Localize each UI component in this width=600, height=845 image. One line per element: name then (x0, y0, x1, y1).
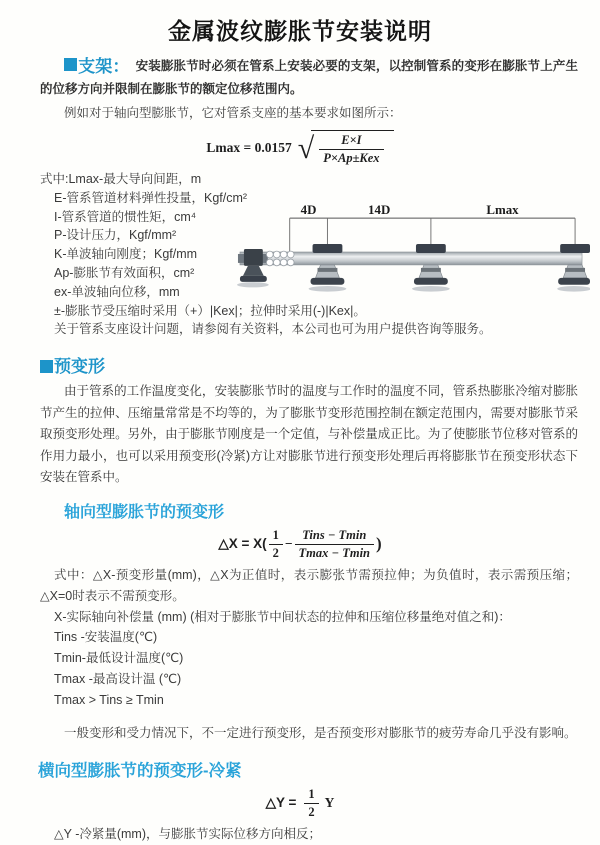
guide-support (309, 244, 347, 292)
page-title: 金属波纹膨胀节安装说明 (168, 18, 432, 44)
preform-section-label: 预变形 (54, 357, 105, 377)
section-bullet-icon (40, 360, 53, 373)
lmax-fraction: $\frac{E\times I}{\text{P×Ap±Kex}}$ (319, 133, 383, 166)
definition-line: Tins -安装温度(℃) (54, 630, 158, 645)
pipe-support-diagram (232, 202, 590, 298)
lateral-preform-formula (0, 787, 600, 820)
axial-preform-formula (0, 528, 600, 561)
definition-line: 关于管系支座设计问题，请参阅有关资料，本公司也可为用户提供咨询等服务。 (54, 322, 492, 337)
guide-support (557, 244, 590, 292)
definition-line: I-管系管道的惯性矩，cm⁴ (54, 209, 197, 224)
guide-support (412, 244, 450, 292)
definition-line: P-设计压力，Kgf/mm² (54, 228, 177, 243)
temperature-fraction: $\frac{\text{Tins − Tmin}}{Tmax - Tmin}$ (295, 528, 374, 561)
lmax-formula (0, 130, 600, 166)
axial-general-note: 一般变形和受力情况下，不一定进行预变形，是否预变形对膨胀节的疲劳寿命几乎没有影响。 (64, 726, 577, 741)
formula-close: ) (376, 534, 382, 554)
dim-label-4d: 4D (300, 202, 317, 218)
dim-label-14d: 14D (368, 202, 391, 218)
definition-line: ex-单波轴向位移，mm (54, 284, 180, 299)
preform-section-heading (40, 352, 600, 377)
support-intro-text: 安装膨胀节时必须在管系上安装必要的支架，以控制管系的变形在膨胀节上产生的位移方向并限制在膨胀节的额定位移范围内。 (40, 59, 578, 96)
radical-sign (298, 130, 394, 166)
lateral-preform-heading: 横向型膨胀节的预变形-冷紧 (38, 761, 242, 780)
definition-line: E-管系管道材料弹性投量，Kgf/cm² (54, 190, 248, 205)
axial-formula-note: 式中：△X-预变形量(mm)，△X为正值时，表示膨张节需预拉伸；为负值时，表示需预压缩；△X=0时表示不需预变形。 (40, 567, 578, 603)
half-fraction: $\frac{1}{2}$ (304, 787, 318, 820)
definition-line: ±-膨胀节受压缩时采用（+）|Kex|；拉伸时采用(-)|Kex|。 (54, 303, 366, 318)
document-page (0, 13, 600, 841)
axial-definition-list (0, 607, 600, 711)
support-section-label: 支架： (78, 57, 130, 76)
support-section-intro (40, 55, 578, 100)
sqrt-glyph: √ (297, 131, 315, 165)
definition-line: X-实际轴向补偿量 (mm) (相对于膨胀节中间状态的拉伸和压缩位移量绝对值之和)： (54, 609, 511, 624)
anchor-support (237, 249, 269, 287)
definition-line: 式中:Lmax-最大导向间距，m (40, 172, 202, 186)
lateral-formula-note: △Y -冷紧量(mm)，与膨胀节实际位移方向相反； (54, 826, 322, 841)
section-bullet-icon (64, 58, 77, 71)
axial-preform-heading: 轴向型膨胀节的预变形 (64, 503, 225, 521)
dim-label-lmax: Lmax (486, 202, 519, 218)
definition-line: Tmax > Tins ≥ Tmin (54, 692, 164, 707)
formula-lhs: △Y = (265, 795, 297, 811)
definition-line: Ap-膨胀节有效面积，cm² (54, 265, 195, 280)
support-example-line: 例如对于轴向型膨胀节，它对管系支座的基本要求如图所示： (64, 106, 402, 120)
formula-rhs: Y (324, 795, 335, 811)
definition-line: K-单波轴向刚度；Kgf/mm (54, 247, 198, 262)
preform-paragraph: 由于管系的工作温度变化，安装膨胀节时的温度与工作时的温度不同，管系热膨胀冷缩对膨胀节产生的拉伸、压缩量常常是不均等的，为了膨胀节变形范围控制在额定范围内，需要对膨胀节采取预变形处理。另外，由于膨胀节刚度是一个定值，与补偿量成正比。为了使膨胀节位移对管系的作用力最小，也可以采用预变形(冷紧)方让对膨胀节进行预变形处理后再将膨胀节在预变形状态下安装在管系中。 (40, 384, 578, 485)
definition-line: Tmin-最低设计温度(℃) (54, 651, 184, 666)
formula-open: △X = X( (218, 536, 267, 552)
half-fraction: $\frac{1}{2}$ (269, 528, 283, 561)
lmax-formula-lhs: Lmax = 0.0157 (206, 140, 292, 155)
definition-line: Tmax -最高设计温 (℃) (54, 672, 182, 687)
minus-sign: − (284, 536, 293, 552)
